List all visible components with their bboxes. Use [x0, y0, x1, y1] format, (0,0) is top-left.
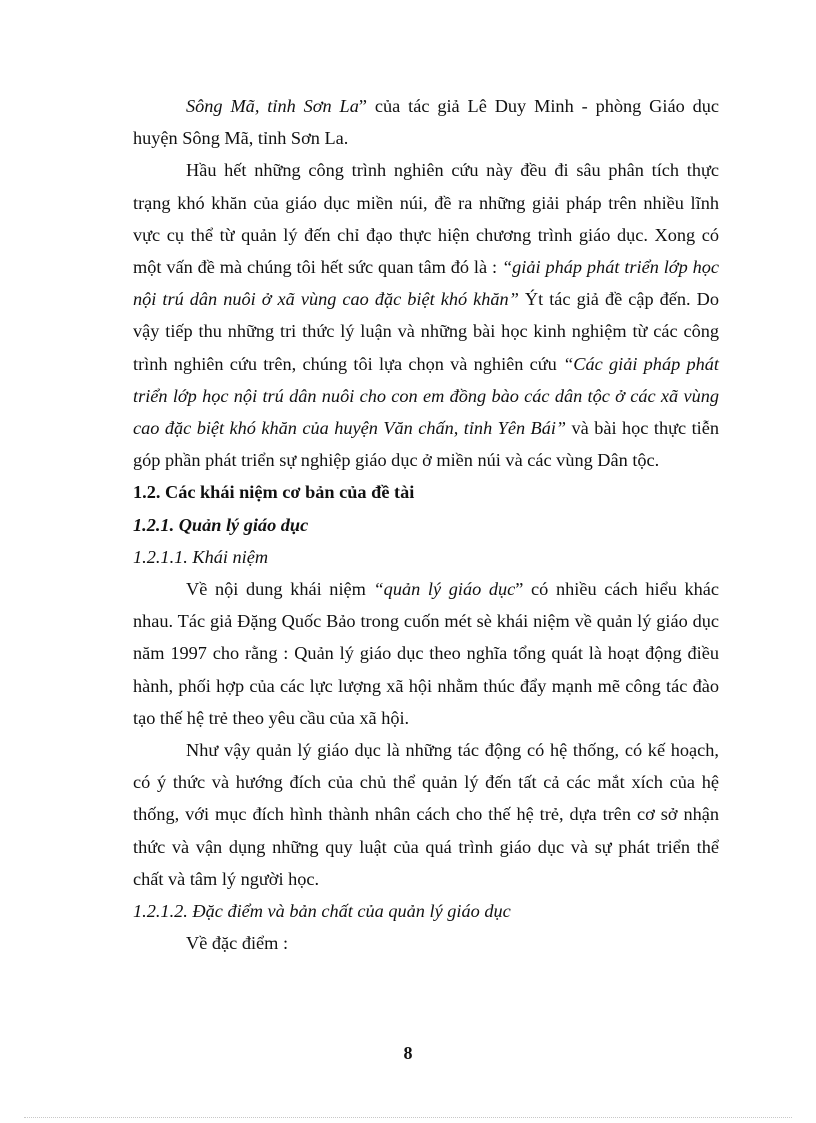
- paragraph-2-text-1: Hầu hết những công trình nghiên cứu này đều đi sâu phân tích thực trạng khó khăn của giáo dục miền núi, đề ra những giải pháp trên nhiều lĩnh vực cụ thể từ quản lý đến chỉ đạo thực hiện chương trình giáo dục. Xong có một vấn đề mà chúng tôi hết sức quan tâm đó là :: [133, 160, 719, 278]
- paragraph-2: [133, 154, 719, 476]
- paragraph-1-text: ” của tác giả Lê Duy Minh - phòng Giáo dục huyện Sông Mã, tỉnh Sơn La.: [133, 96, 719, 149]
- paragraph-1: [133, 90, 719, 154]
- paragraph-3-text-2: ” có nhiều cách hiểu khác nhau. Tác giả Đặng Quốc Bảo trong cuốn mét sè khái niệm về quản lý giáo dục năm 1997 cho rằng : Quản lý giáo dục theo nghĩa tổng quát là hoạt động điều hành, phối hợp của các lực lượng xã hội nhằm thúc đẩy mạnh mẽ công tác đào tạo thế hệ trẻ theo yêu cầu của xã hội.: [133, 579, 719, 728]
- paragraph-3-italic: “quản lý giáo dục: [373, 579, 516, 600]
- heading-1-2-1-1: 1.2.1.1. Khái niệm: [133, 546, 269, 567]
- paragraph-2-italic-2: “Các giải pháp phát triển lớp học nội trú dân nuôi cho con em đồng bào các dân tộc ở các xã vùng cao đặc biệt khó khăn của huyện Văn chấn, tỉnh Yên Bái”: [133, 353, 719, 439]
- paragraph-5: Về đặc điểm :: [186, 933, 289, 954]
- paragraph-2-text-3: và bài học thực tiễn góp phần phát triển sự nghiệp giáo dục ở miền núi và các vùng Dân tộc.: [133, 418, 719, 471]
- paragraph-3: [133, 573, 719, 734]
- heading-1-2: 1.2. Các khái niệm cơ bản của đề tài: [133, 482, 415, 503]
- paragraph-2-italic-1: “giải pháp phát triển lớp học nội trú dân nuôi ở xã vùng cao đặc biệt khó khăn”: [133, 257, 719, 310]
- paragraph-4: Như vậy quản lý giáo dục là những tác động có hệ thống, có kế hoạch, có ý thức và hướng đích của chủ thể quản lý đến tất cả các mắt xích của hệ thống, với mục đích hình thành nhân cách cho thế hệ trẻ, dựa trên cơ sở nhận thức và vận dụng những quy luật của quá trình giáo dục và sự phát triển thể chất và tâm lý người học.: [133, 740, 719, 889]
- paragraph-2-text-2: Ýt tác giả đề cập đến. Do vậy tiếp thu những tri thức lý luận và những bài học kinh nghiệm từ các công trình nghiên cứu trên, chúng tôi lựa chọn và nghiên cứu: [133, 289, 719, 374]
- page-content: [133, 90, 719, 959]
- paragraph-3-text-1: Về nội dung khái niệm: [186, 579, 374, 600]
- heading-1-2-1-2: 1.2.1.2. Đặc điểm và bản chất của quản lý giáo dục: [133, 901, 511, 922]
- page-footer-divider: [24, 1117, 792, 1118]
- heading-1-2-1: 1.2.1. Quản lý giáo dục: [133, 514, 309, 535]
- paragraph-1-italic: Sông Mã, tỉnh Sơn La: [186, 96, 359, 116]
- page-number: 8: [403, 1043, 413, 1063]
